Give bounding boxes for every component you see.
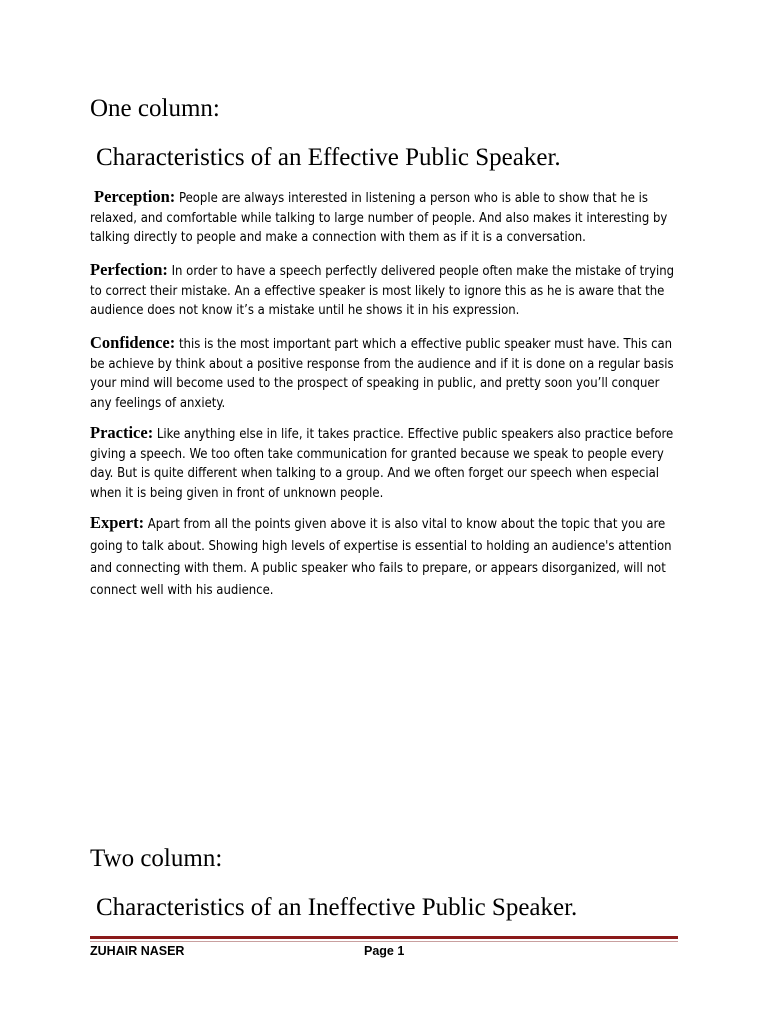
item-term: Practice — [90, 423, 148, 442]
section-two-title: Characteristics of an Ineffective Public Speaker. — [96, 894, 578, 921]
item-text: People are always interested in listening a person who is able to show that he is relaxed, and comfortable while talking to large number of people. And also makes it interesting by talking directly to people and make a connection with them as if it is a conversation. — [90, 191, 668, 245]
item-sep: : — [147, 423, 154, 442]
footer-rule-thin — [90, 941, 678, 942]
item-sep: : — [169, 333, 176, 352]
footer-author: ZUHAIR NASER — [90, 944, 185, 958]
item-term: Confidence — [90, 333, 170, 352]
item-term: Perception — [94, 187, 170, 206]
item-text: In order to have a speech perfectly delivered people often make the mistake of trying to correct their mistake. An a effective speaker is most likely to ignore this as he is aware that the audience does not know it’s a mistake until he shows it in his expression. — [90, 264, 675, 318]
footer-rule-thick — [90, 936, 678, 939]
item-text: this is the most important part which a effective public speaker must have. This can be achieve by think about a positive response from the audience and if it is done on a regular basis your mind will become used to the prospect of speaking in public, and pretty soon you’ll conquer any feelings of anxiety. — [90, 337, 674, 411]
section-one-title: Characteristics of an Effective Public Speaker. — [96, 144, 561, 171]
item-term: Expert — [90, 513, 139, 532]
item-text: Like anything else in life, it takes practice. Effective public speakers also practice before giving a speech. We too often take communication for granted because we speak to people every day. But is quite different when talking to a group. And we often forget our speech when especial when it is being given in front of unknown people. — [90, 427, 674, 501]
item-practice — [90, 423, 680, 503]
item-sep: : — [138, 513, 145, 532]
section-one-label: One column: — [90, 95, 220, 122]
item-confidence — [90, 333, 680, 413]
item-perception — [90, 187, 680, 248]
item-expert — [90, 512, 680, 602]
item-text: Apart from all the points given above it is also vital to know about the topic that you are going to talk about. Showing high levels of expertise is essential to holding an audience's attention and connecting with them. A public speaker who fails to prepare, or appears disorganized, will not connect well with his audience. — [90, 517, 672, 598]
footer-page-number: Page 1 — [364, 944, 405, 958]
item-term: Perfection — [90, 260, 163, 279]
item-sep: : — [162, 260, 168, 279]
item-sep: : — [169, 187, 176, 206]
section-two-label: Two column: — [90, 845, 223, 872]
item-perfection — [90, 260, 680, 321]
